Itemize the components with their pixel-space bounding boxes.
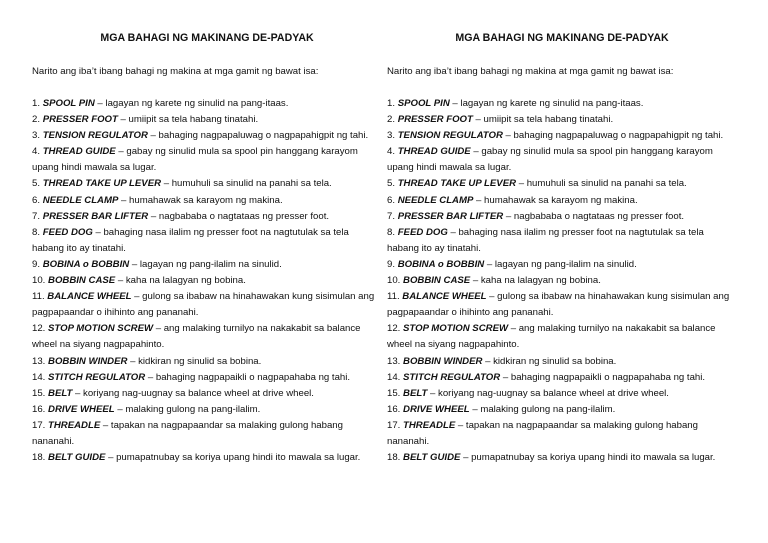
item-term: BELT GUIDE bbox=[48, 452, 106, 464]
item-number: 12. bbox=[32, 323, 46, 335]
item-number: 13. bbox=[387, 355, 401, 367]
item-number: 8. bbox=[387, 226, 396, 238]
item-description: – gulong sa ibabaw na hinahawakan kung sisimulan ang pagpapaandar o ihihinto ang pananahi. bbox=[387, 291, 730, 319]
item-number: 12. bbox=[387, 323, 401, 335]
item-description: – gabay ng sinulid mula sa spool pin hanggang karayom upang hindi mawala sa lugar. bbox=[32, 146, 358, 174]
item-number: 17. bbox=[32, 419, 46, 431]
item-description: – umiipit sa tela habang tinatahi. bbox=[117, 114, 259, 126]
list-item bbox=[32, 176, 382, 192]
list-item bbox=[387, 402, 737, 418]
item-number: 15. bbox=[32, 387, 46, 399]
list-item bbox=[387, 273, 737, 289]
item-description: – bahaging nagpapaikli o nagpapahaba ng tahi. bbox=[500, 371, 706, 383]
item-term: STITCH REGULATOR bbox=[403, 371, 501, 383]
item-term: BOBINA o BOBBIN bbox=[397, 258, 485, 270]
list-item bbox=[32, 402, 382, 418]
item-term: DRIVE WHEEL bbox=[48, 403, 115, 415]
item-term: DRIVE WHEEL bbox=[403, 403, 470, 415]
item-number: 18. bbox=[387, 452, 401, 464]
list-item bbox=[387, 418, 737, 450]
item-description: – gulong sa ibabaw na hinahawakan kung sisimulan ang pagpapaandar o ihihinto ang pananahi. bbox=[32, 291, 375, 319]
item-term: THREADLE bbox=[48, 419, 101, 431]
list-item bbox=[32, 128, 382, 144]
list-item bbox=[32, 289, 382, 321]
item-term: STOP MOTION SCREW bbox=[48, 323, 154, 335]
item-term: SPOOL PIN bbox=[42, 98, 95, 109]
item-number: 2. bbox=[387, 114, 396, 126]
item-number: 16. bbox=[387, 403, 401, 415]
item-description: – kidkiran ng sinulid sa bobina. bbox=[482, 355, 617, 367]
item-description: – kaha na lalagyan ng bobina. bbox=[470, 275, 601, 287]
item-term: BELT GUIDE bbox=[403, 452, 461, 464]
item-description: – bahaging nagpapaluwag o nagpapahigpit ng tahi. bbox=[147, 130, 369, 142]
right-column bbox=[387, 30, 737, 466]
intro-text: Narito ang iba’t ibang bahagi ng makina at mga gamit ng bawat isa: bbox=[387, 66, 674, 77]
item-description: – humuhuli sa sinulid na panahi sa tela. bbox=[161, 178, 332, 190]
item-description: – pumapatnubay sa koriya upang hindi ito mawala sa lugar. bbox=[105, 452, 361, 464]
item-number: 9. bbox=[32, 258, 41, 270]
item-term: FEED DOG bbox=[397, 226, 448, 238]
item-number: 9. bbox=[387, 258, 396, 270]
intro-text: Narito ang iba’t ibang bahagi ng makina at mga gamit ng bawat isa: bbox=[32, 66, 319, 77]
item-term: FEED DOG bbox=[42, 226, 93, 238]
item-number: 4. bbox=[387, 146, 396, 158]
item-term: PRESSER BAR LIFTER bbox=[397, 210, 504, 222]
item-description: – tapakan na nagpapaandar sa malaking gulong habang nananahi. bbox=[32, 419, 343, 447]
item-term: THREAD GUIDE bbox=[397, 146, 471, 158]
item-number: 7. bbox=[387, 210, 396, 222]
list-item bbox=[387, 144, 737, 176]
item-term: NEEDLE CLAMP bbox=[397, 194, 474, 206]
item-description: – umiipit sa tela habang tinatahi. bbox=[472, 114, 614, 126]
list-item bbox=[32, 386, 382, 402]
list-item bbox=[387, 354, 737, 370]
item-number: 5. bbox=[32, 178, 41, 190]
item-description: – koriyang nag-uugnay sa balance wheel at drive wheel. bbox=[72, 387, 314, 399]
item-term: THREAD GUIDE bbox=[42, 146, 116, 158]
item-term: BOBBIN WINDER bbox=[403, 355, 483, 367]
list-item bbox=[387, 450, 737, 466]
item-description: – pumapatnubay sa koriya upang hindi ito mawala sa lugar. bbox=[460, 452, 716, 464]
item-description: – bahaging nasa ilalim ng presser foot na nagtutulak sa tela habang ito ay tinatahi. bbox=[32, 226, 349, 254]
item-term: STITCH REGULATOR bbox=[48, 371, 146, 383]
list-item bbox=[387, 225, 737, 257]
item-term: BOBBIN CASE bbox=[403, 275, 471, 287]
item-number: 14. bbox=[387, 371, 401, 383]
item-number: 18. bbox=[32, 452, 46, 464]
item-term: NEEDLE CLAMP bbox=[42, 194, 119, 206]
item-number: 1. bbox=[32, 98, 41, 109]
item-number: 11. bbox=[387, 291, 400, 303]
item-number: 6. bbox=[387, 194, 396, 206]
item-number: 8. bbox=[32, 226, 41, 238]
item-number: 3. bbox=[32, 130, 41, 142]
parts-list bbox=[387, 96, 737, 466]
item-term: BOBBIN WINDER bbox=[48, 355, 128, 367]
list-item bbox=[387, 209, 737, 225]
item-term: THREADLE bbox=[403, 419, 456, 431]
list-item bbox=[32, 370, 382, 386]
item-description: – kaha na lalagyan ng bobina. bbox=[115, 275, 246, 287]
list-item bbox=[32, 273, 382, 289]
item-number: 15. bbox=[387, 387, 401, 399]
list-item bbox=[387, 176, 737, 192]
list-item bbox=[32, 418, 382, 450]
item-description: – humahawak sa karayom ng makina. bbox=[118, 194, 283, 206]
item-term: BELT bbox=[48, 387, 73, 399]
item-description: – lagayan ng pang-ilalim na sinulid. bbox=[129, 258, 282, 270]
list-item bbox=[387, 257, 737, 273]
item-term: PRESSER FOOT bbox=[397, 114, 473, 126]
item-number: 11. bbox=[32, 291, 45, 303]
item-description: – lagayan ng pang-ilalim na sinulid. bbox=[484, 258, 637, 270]
left-column bbox=[32, 30, 382, 466]
list-item bbox=[32, 225, 382, 257]
list-item bbox=[32, 144, 382, 176]
list-item bbox=[32, 321, 382, 353]
item-number: 14. bbox=[32, 371, 46, 383]
item-description: – nagbababa o nagtataas ng presser foot. bbox=[503, 210, 685, 222]
list-item bbox=[32, 354, 382, 370]
list-item bbox=[387, 193, 737, 209]
item-description: – humahawak sa karayom ng makina. bbox=[473, 194, 638, 206]
item-number: 1. bbox=[387, 98, 396, 109]
item-number: 7. bbox=[32, 210, 41, 222]
item-number: 6. bbox=[32, 194, 41, 206]
list-item bbox=[32, 112, 382, 128]
item-description: – bahaging nasa ilalim ng presser foot na nagtutulak sa tela habang ito ay tinatahi. bbox=[387, 226, 704, 254]
item-description: – gabay ng sinulid mula sa spool pin hanggang karayom upang hindi mawala sa lugar. bbox=[387, 146, 713, 174]
item-term: SPOOL PIN bbox=[397, 98, 450, 109]
list-item bbox=[32, 450, 382, 466]
item-description: – tapakan na nagpapaandar sa malaking gulong habang nananahi. bbox=[387, 419, 698, 447]
item-number: 16. bbox=[32, 403, 46, 415]
item-description: – ang malaking turnilyo na nakakabit sa balance wheel na siyang nagpapahinto. bbox=[32, 323, 361, 351]
item-description: – koriyang nag-uugnay sa balance wheel at drive wheel. bbox=[427, 387, 669, 399]
list-item bbox=[387, 112, 737, 128]
item-term: THREAD TAKE UP LEVER bbox=[397, 178, 517, 190]
item-term: BELT bbox=[403, 387, 428, 399]
item-term: BOBBIN CASE bbox=[48, 275, 116, 287]
list-item bbox=[32, 209, 382, 225]
item-term: BALANCE WHEEL bbox=[402, 291, 487, 303]
item-description: – malaking gulong na pang-ilalim. bbox=[469, 403, 616, 415]
item-number: 10. bbox=[32, 275, 46, 287]
item-description: – humuhuli sa sinulid na panahi sa tela. bbox=[516, 178, 687, 190]
item-term: TENSION REGULATOR bbox=[42, 130, 148, 142]
item-description: – malaking gulong na pang-ilalim. bbox=[114, 403, 261, 415]
item-term: BOBINA o BOBBIN bbox=[42, 258, 130, 270]
item-term: BALANCE WHEEL bbox=[47, 291, 132, 303]
item-description: – bahaging nagpapaluwag o nagpapahigpit ng tahi. bbox=[502, 130, 724, 142]
item-term: STOP MOTION SCREW bbox=[403, 323, 509, 335]
item-number: 5. bbox=[387, 178, 396, 190]
item-description: – ang malaking turnilyo na nakakabit sa balance wheel na siyang nagpapahinto. bbox=[387, 323, 716, 351]
item-number: 17. bbox=[387, 419, 401, 431]
item-number: 13. bbox=[32, 355, 46, 367]
parts-list bbox=[32, 96, 382, 466]
item-term: THREAD TAKE UP LEVER bbox=[42, 178, 162, 190]
page-title: MGA BAHAGI NG MAKINANG DE-PADYAK bbox=[455, 32, 669, 44]
item-number: 2. bbox=[32, 114, 41, 126]
item-term: TENSION REGULATOR bbox=[397, 130, 503, 142]
item-number: 10. bbox=[387, 275, 401, 287]
list-item bbox=[387, 289, 737, 321]
list-item bbox=[32, 193, 382, 209]
item-term: PRESSER FOOT bbox=[42, 114, 118, 126]
list-item bbox=[387, 370, 737, 386]
list-item bbox=[387, 128, 737, 144]
item-description: – lagayan ng karete ng sinulid na pang-itaas. bbox=[449, 98, 644, 109]
list-item bbox=[387, 386, 737, 402]
item-number: 3. bbox=[387, 130, 396, 142]
item-description: – lagayan ng karete ng sinulid na pang-itaas. bbox=[94, 98, 289, 109]
item-description: – kidkiran ng sinulid sa bobina. bbox=[127, 355, 262, 367]
list-item bbox=[387, 321, 737, 353]
list-item bbox=[387, 96, 737, 112]
item-number: 4. bbox=[32, 146, 41, 158]
list-item bbox=[32, 257, 382, 273]
item-description: – bahaging nagpapaikli o nagpapahaba ng tahi. bbox=[145, 371, 351, 383]
list-item bbox=[32, 96, 382, 112]
page-title: MGA BAHAGI NG MAKINANG DE-PADYAK bbox=[100, 32, 314, 44]
item-description: – nagbababa o nagtataas ng presser foot. bbox=[148, 210, 330, 222]
item-term: PRESSER BAR LIFTER bbox=[42, 210, 149, 222]
